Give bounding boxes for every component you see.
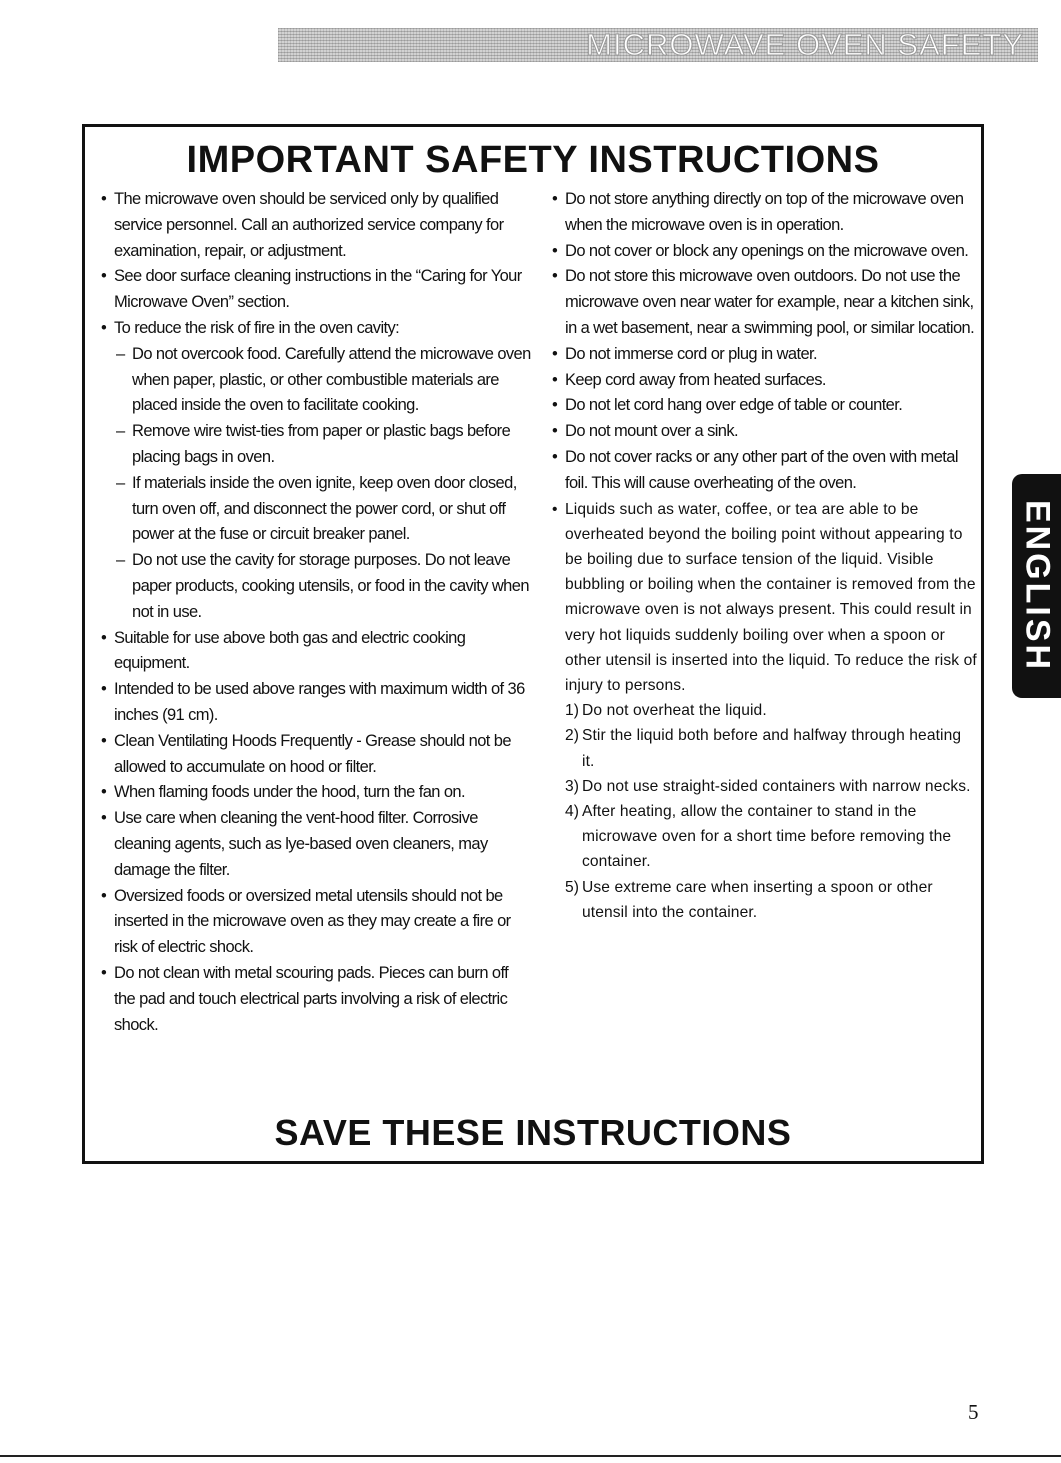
bottom-rule xyxy=(0,1455,1061,1457)
section-header-band xyxy=(278,28,1038,62)
list-item: • Do not cover racks or any other part of the oven with metal foil. This will cause overheating of the oven. xyxy=(552,445,977,497)
section-title: MICROWAVE OVEN SAFETY xyxy=(586,27,1024,62)
page-number: 5 xyxy=(968,1400,979,1424)
list-item: • See door surface cleaning instructions in the “Caring for Your Microwave Oven” section. xyxy=(101,264,531,316)
language-tab-label: ENGLISH xyxy=(1018,499,1056,673)
sub-list-item: – Do not use the cavity for storage purposes. Do not leave paper products, cooking utensils, or food in the cavity when not in use. xyxy=(101,548,531,625)
list-item-text: To reduce the risk of fire in the oven cavity: xyxy=(114,318,400,337)
liquids-paragraph: • Liquids such as water, coffee, or tea are able to be overheated beyond the boiling point without appearing to be boiling due to surface tension of the liquid. Visible bubbling or boiling when the container is removed from the microwave oven is not always present. This could result in very hot liquids suddenly boiling over when a spoon or other utensil is inserted into the liquid. To reduce the risk of injury to persons. xyxy=(552,497,977,699)
step-text: Do not use straight-sided containers with narrow necks. xyxy=(582,777,971,795)
list-item: • Do not clean with metal scouring pads. Pieces can burn off the pad and touch electrical parts involving a risk of electric shock. xyxy=(101,961,531,1038)
step-number: 4) xyxy=(565,803,580,820)
numbered-step xyxy=(552,799,977,875)
step-number: 1) xyxy=(565,702,580,720)
sub-list-item: – Remove wire twist-ties from paper or plastic bags before placing bags in oven. xyxy=(101,419,531,471)
numbered-step xyxy=(552,698,977,723)
step-text: After heating, allow the container to stand in the microwave oven for a short time before removing the container. xyxy=(582,803,952,871)
list-item: • Do not let cord hang over edge of table or counter. xyxy=(552,393,977,419)
list-item: • The microwave oven should be serviced only by qualified service personnel. Call an authorized service company for examination, repair, or adjustment. xyxy=(101,187,531,264)
step-text: Do not overheat the liquid. xyxy=(582,702,767,720)
list-item: • Suitable for use above both gas and electric cooking equipment. xyxy=(101,626,531,678)
step-text: Stir the liquid both before and halfway through heating it. xyxy=(582,727,962,770)
sub-list xyxy=(101,342,531,626)
list-item: • Keep cord away from heated surfaces. xyxy=(552,368,977,394)
right-column xyxy=(552,187,977,925)
numbered-step xyxy=(552,723,977,773)
list-item: • Do not store anything directly on top of the microwave oven when the microwave oven is in operation. xyxy=(552,187,977,239)
language-tab xyxy=(1012,474,1061,698)
left-column xyxy=(101,187,531,1038)
list-item: • Clean Ventilating Hoods Frequently - Grease should not be allowed to accumulate on hood or filter. xyxy=(101,729,531,781)
numbered-step xyxy=(552,875,977,925)
list-item: • Oversized foods or oversized metal utensils should not be inserted in the microwave oven as they may create a fire or risk of electric shock. xyxy=(101,884,531,961)
step-number: 2) xyxy=(565,727,580,745)
list-item: • Do not store this microwave oven outdoors. Do not use the microwave oven near water for example, near a kitchen sink, in a wet basement, near a swimming pool, or similar location. xyxy=(552,264,977,341)
list-item xyxy=(101,316,531,626)
list-item: • Use care when cleaning the vent-hood filter. Corrosive cleaning agents, such as lye-based oven cleaners, may damage the filter. xyxy=(101,806,531,883)
sub-list-item: – If materials inside the oven ignite, keep oven door closed, turn oven off, and disconnect the power cord, or shut off power at the fuse or circuit breaker panel. xyxy=(101,471,531,548)
numbered-step xyxy=(552,774,977,799)
list-item: • Do not mount over a sink. xyxy=(552,419,977,445)
step-number: 5) xyxy=(565,878,580,896)
box-title: IMPORTANT SAFETY INSTRUCTIONS xyxy=(186,139,880,181)
step-text: Use extreme care when inserting a spoon or other utensil into the container. xyxy=(582,878,933,921)
safety-instructions-box xyxy=(82,124,984,1164)
save-instructions-title: SAVE THESE INSTRUCTIONS xyxy=(274,1112,792,1153)
list-item: • When flaming foods under the hood, turn the fan on. xyxy=(101,780,531,806)
step-number: 3) xyxy=(565,777,580,795)
liquids-section xyxy=(552,497,977,925)
list-item: • Do not cover or block any openings on the microwave oven. xyxy=(552,239,977,265)
list-item: • Do not immerse cord or plug in water. xyxy=(552,342,977,368)
list-item: • Intended to be used above ranges with maximum width of 36 inches (91 cm). xyxy=(101,677,531,729)
sub-list-item: – Do not overcook food. Carefully attend the microwave oven when paper, plastic, or other combustible materials are placed inside the oven to facilitate cooking. xyxy=(101,342,531,419)
